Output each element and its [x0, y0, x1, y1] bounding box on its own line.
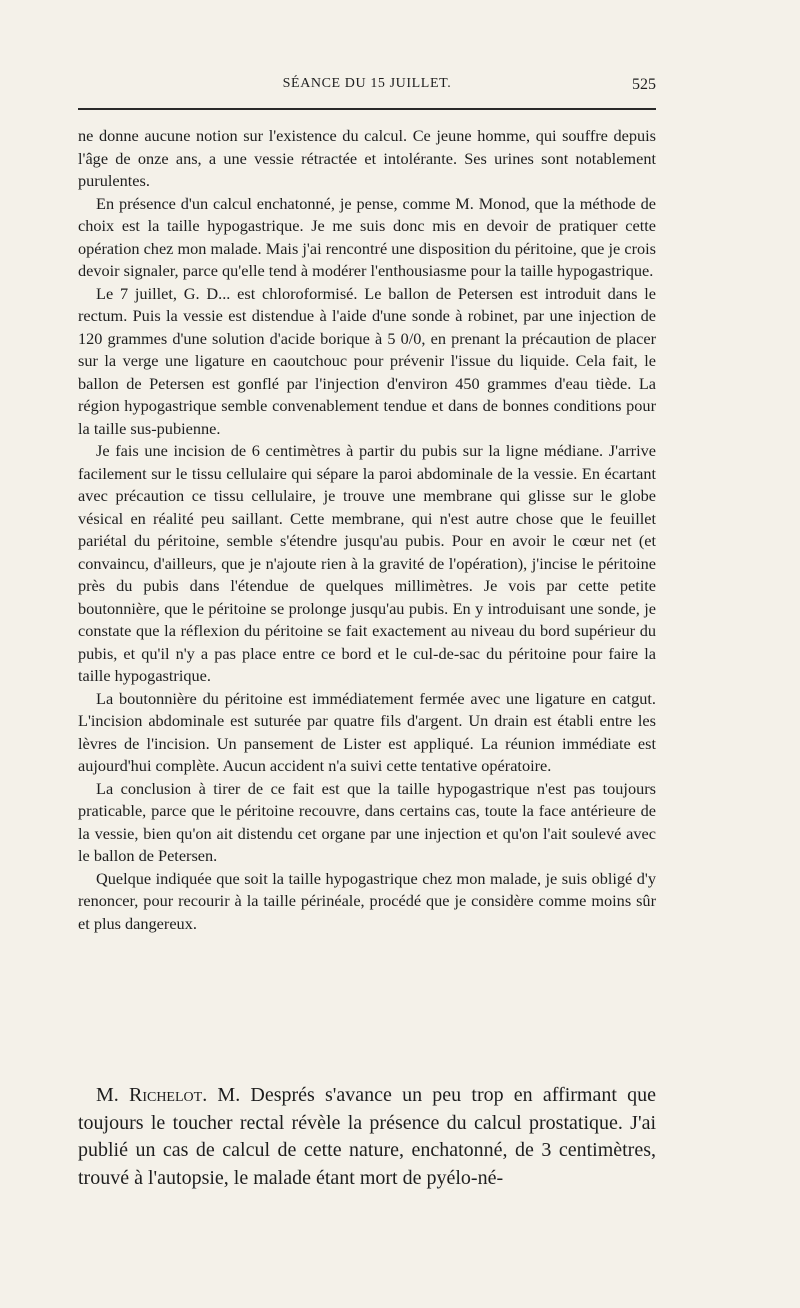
paragraph: ne donne aucune notion sur l'existence du calcul. Ce jeune homme, qui souffre depuis l'âge de onze ans, a une vessie rétractée et intolérante. Ses urines sont notablement purulentes.	[78, 126, 656, 190]
intervention-text: M. Després s'avance un peu trop en affirmant que toujours le toucher rectal révèle la présence du calcul prostatique. J'ai publié un cas de calcul de cette nature, enchatonné, de 3 centimètres, trouvé à l'autopsie, le malade étant mort de pyélo-né-	[78, 1084, 656, 1189]
body-text	[78, 125, 656, 935]
intervention	[78, 1082, 656, 1192]
paragraph: En présence d'un calcul enchatonné, je pense, comme M. Monod, que la méthode de choix est la taille hypogastrique. Je me suis donc mis en devoir de pratiquer cette opération chez mon malade. Mais j'ai rencontré une disposition du péritoine, que je crois devoir signaler, parce qu'elle tend à modérer l'enthousiasme pour la taille hypogastrique.	[78, 193, 656, 280]
page-header	[78, 76, 656, 100]
paragraph: La conclusion à tirer de ce fait est que la taille hypogastrique n'est pas toujours praticable, parce que le péritoine recouvre, dans certains cas, toute la face antérieure de la vessie, bien qu'on ait distendu cet organe par une injection et qu'on l'ait soulevé avec le ballon de Petersen.	[78, 778, 656, 865]
speaker-name: M. Richelot.	[96, 1084, 208, 1106]
paragraph: Quelque indiquée que soit la taille hypogastrique chez mon malade, je suis obligé d'y renoncer, pour recourir à la taille périnéale, procédé que je considère comme moins sûr et plus dangereux.	[78, 868, 656, 933]
paragraph: Le 7 juillet, G. D... est chloroformisé. Le ballon de Petersen est introduit dans le rectum. Puis la vessie est distendue à l'aide d'une sonde à robinet, par une injection de 120 grammes d'une solution d'acide borique à 5 0/0, en prenant la précaution de placer sur la verge une ligature en caoutchouc pour prévenir l'issue du liquide. Cela fait, le ballon de Petersen est gonflé par l'injection d'environ 450 grammes d'eau tiède. La région hypogastrique semble convenablement tendue et dans de bonnes conditions pour la taille sus-pubienne.	[78, 283, 656, 438]
intervention-paragraph	[78, 1082, 656, 1192]
running-title: SÉANCE DU 15 JUILLET.	[282, 76, 452, 91]
page-number: 525	[632, 76, 656, 93]
paragraph: Je fais une incision de 6 centimètres à partir du pubis sur la ligne médiane. J'arrive facilement sur le tissu cellulaire qui sépare la paroi abdominale de la vessie. En écartant avec précaution ce tissu cellulaire, je trouve une membrane qui glisse sur le globe vésical en réalité peu saillant. Cette membrane, qui n'est autre chose que le feuillet pariétal du péritoine, semble s'étendre jusqu'au pubis. Pour en avoir le cœur net (et convaincu, d'ailleurs, que je n'ajoute rien à la gravité de l'opération), j'incise le péritoine près du pubis dans l'étendue de quelques millimètres. Je vois par cette petite boutonnière, que le péritoine se prolonge jusqu'au pubis. En y introduisant une sonde, je constate que la réflexion du péritoine se fait exactement au niveau du bord supérieur du pubis, et qu'il n'y a pas place entre ce bord et le cul-de-sac du péritoine pour faire la taille hypogastrique.	[78, 441, 656, 685]
header-rule	[78, 108, 656, 110]
paragraph: La boutonnière du péritoine est immédiatement fermée avec une ligature en catgut. L'incision abdominale est suturée par quatre fils d'argent. Un drain est établi entre les lèvres de l'incision. Un pansement de Lister est appliqué. La réunion immédiate est aujourd'hui complète. Aucun accident n'a suivi cette tentative opératoire.	[78, 688, 656, 775]
